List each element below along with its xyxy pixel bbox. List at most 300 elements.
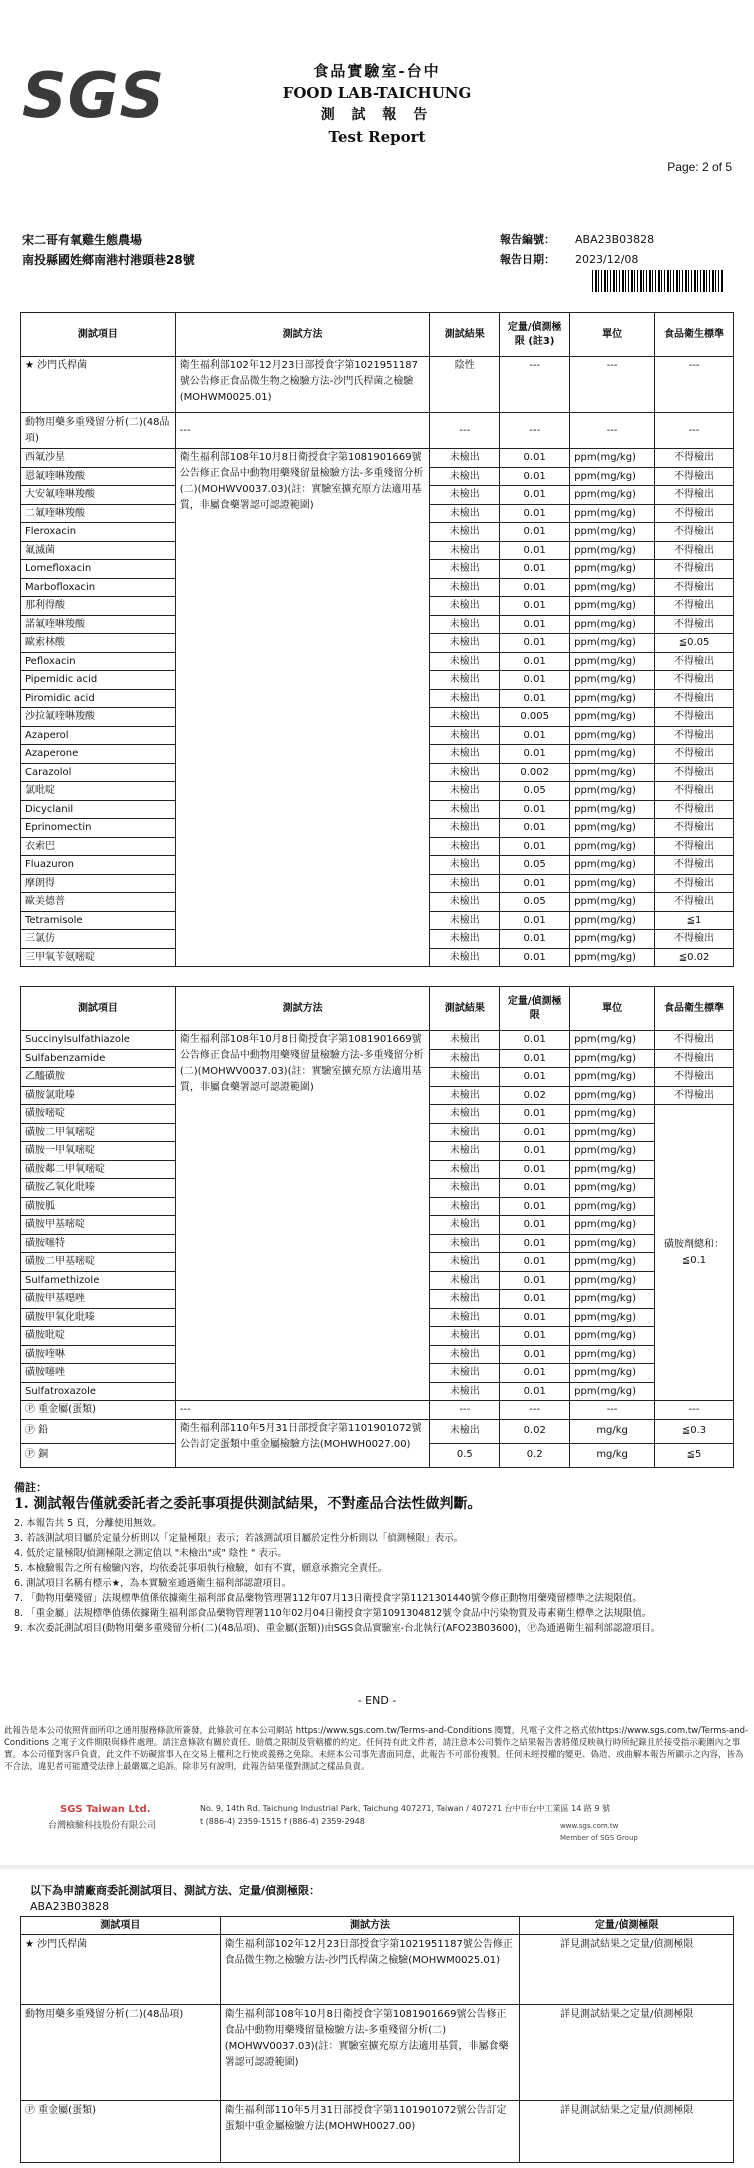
cell-unit: ppm(mg/kg) (570, 1234, 655, 1253)
cell-limit: 0.01 (500, 634, 570, 653)
cell-std: 不得檢出 (655, 708, 734, 727)
th-result: 測試結果 (430, 987, 500, 1031)
cell-result: 未檢出 (430, 560, 500, 579)
cell-result: 未檢出 (430, 1364, 500, 1383)
cell-limit: 0.01 (500, 1179, 570, 1198)
page-number: Page: 2 of 5 (667, 160, 732, 174)
footer-address-block (200, 1802, 610, 1828)
note-1: 1. 測試報告僅就委託者之委託事項提供測試結果，不對產品合法性做判斷。 (14, 1496, 482, 1512)
cell-limit: 0.01 (500, 930, 570, 949)
cell-limit: 0.01 (500, 911, 570, 930)
cell-std: 不得檢出 (655, 578, 734, 597)
cell-result: 未檢出 (430, 911, 500, 930)
cell-limit: 0.002 (500, 763, 570, 782)
cell-result: 未檢出 (430, 689, 500, 708)
cell-item: Ⓟ 鉛 (21, 1419, 176, 1443)
th-item: 測試項目 (21, 987, 176, 1031)
cell-limit: 0.01 (500, 467, 570, 486)
cell-item: 恩氟喹啉羧酸 (21, 467, 176, 486)
cell-unit: ppm(mg/kg) (570, 652, 655, 671)
cell-unit: ppm(mg/kg) (570, 449, 655, 468)
cell-result: --- (430, 1401, 500, 1420)
footer-phone: t (886-4) 2359-1515 f (886-4) 2359-2948 (200, 1817, 365, 1826)
cell-result: 未檢出 (430, 800, 500, 819)
cell-item: 磺胺喹啉 (21, 1345, 176, 1364)
report-date: 2023/12/08 (575, 253, 639, 266)
cell-limit: 0.02 (500, 1086, 570, 1105)
cell-std: 不得檢出 (655, 874, 734, 893)
report-date-label: 報告日期： (500, 253, 555, 266)
cell-result: 未檢出 (430, 1216, 500, 1235)
cell-unit: ppm(mg/kg) (570, 1364, 655, 1383)
cell-limit: 0.01 (500, 800, 570, 819)
cell-std: 不得檢出 (655, 504, 734, 523)
cell-item: Fleroxacin (21, 523, 176, 542)
cell-limit: 0.01 (500, 1253, 570, 1272)
cell-item: 磺胺甲氧化吡嗪 (21, 1308, 176, 1327)
note-item: 6. 測試項目名稱有標示★，為本實驗室通過衛生福利部認證項目。 (14, 1578, 292, 1589)
cell-limit: 0.01 (500, 1197, 570, 1216)
cell-limit: 0.01 (500, 486, 570, 505)
results-table-2 (20, 986, 734, 1468)
cell-unit: ppm(mg/kg) (570, 578, 655, 597)
cell-unit: mg/kg (570, 1419, 655, 1443)
cell-item: ★ 沙門氏桿菌 (21, 357, 176, 413)
cell-result: 未檢出 (430, 708, 500, 727)
cell-unit: ppm(mg/kg) (570, 486, 655, 505)
cell-unit: ppm(mg/kg) (570, 634, 655, 653)
cell-result: 未檢出 (430, 1197, 500, 1216)
cell-result: 未檢出 (430, 1327, 500, 1346)
table-header-row (21, 987, 734, 1031)
cell-item: Azaperone (21, 745, 176, 764)
cell-item: 磺胺乙氧化吡嗪 (21, 1179, 176, 1198)
cell-limit: 0.01 (500, 504, 570, 523)
apx-cell-item: 動物用藥多重殘留分析(二)(48品項) (21, 2005, 221, 2101)
footer-member: Member of SGS Group (560, 1834, 638, 1842)
cell-unit: ppm(mg/kg) (570, 1327, 655, 1346)
note-item: 8. 「重金屬」法規標準值係依據衛生福利部食品藥物管理署110年02月04日衛授食字第1091304812號令食品中污染物質及毒素衛生標準之法規限值。 (14, 1608, 652, 1619)
cell-item: Piromidic acid (21, 689, 176, 708)
cell-result: 未檢出 (430, 726, 500, 745)
cell-item: Eprinomectin (21, 819, 176, 838)
cell-result: 0.5 (430, 1443, 500, 1467)
cell-method: 衛生福利部108年10月8日衛授食字第1081901669號公告修正食品中動物用藥殘留量檢驗方法-多重殘留分析(二)(MOHWV0037.03)(註：實驗室擴充原方法適用基質，非屬食藥署認可認證範圍) (175, 1031, 430, 1401)
cell-unit: ppm(mg/kg) (570, 1271, 655, 1290)
note-item: 7. 「動物用藥殘留」法規標準值係依據衛生福利部食品藥物管理署112年07月13日衛授食字第1121301440號令修正動物用藥殘留標準之法規限值。 (14, 1593, 642, 1604)
notes (14, 1480, 740, 1636)
th-method: 測試方法 (175, 313, 430, 357)
cell-result: 未檢出 (430, 1142, 500, 1161)
cell-result: 未檢出 (430, 1068, 500, 1087)
cell-result: 未檢出 (430, 1086, 500, 1105)
cell-unit: ppm(mg/kg) (570, 1123, 655, 1142)
cell-std: 不得檢出 (655, 726, 734, 745)
cell-limit: 0.2 (500, 1443, 570, 1467)
cell-result: 未檢出 (430, 597, 500, 616)
th-method: 測試方法 (175, 987, 430, 1031)
cell-std: 不得檢出 (655, 745, 734, 764)
cell-item: 磺胺胍 (21, 1197, 176, 1216)
footer-address: No. 9, 14th Rd. Taichung Industrial Park, Taichung 407271, Taiwan / 407271 台中市台中工業區 14 路 9 號 (200, 1804, 611, 1813)
cell-method: 衛生福利部108年10月8日衛授食字第1081901669號公告修正食品中動物用藥殘留量檢驗方法-多重殘留分析(二)(MOHWV0037.03)(註：實驗室擴充原方法適用基質，非屬食藥署認可認證範圍) (175, 449, 430, 967)
cell-unit: ppm(mg/kg) (570, 893, 655, 912)
cell-item: Lomefloxacin (21, 560, 176, 579)
lab-title (0, 60, 754, 148)
footer-web: www.sgs.com.tw (560, 1822, 619, 1830)
cell-result: 未檢出 (430, 948, 500, 967)
report-cn: 測 試 報 告 (320, 107, 434, 123)
cell-item: 二氟喹啉羧酸 (21, 504, 176, 523)
cell-item: 磺胺鄰二甲氧嘧啶 (21, 1160, 176, 1179)
cell-unit: ppm(mg/kg) (570, 1068, 655, 1087)
cell-limit: 0.01 (500, 1160, 570, 1179)
cell-limit: 0.02 (500, 1419, 570, 1443)
table-row (21, 2101, 734, 2163)
cell-unit: ppm(mg/kg) (570, 837, 655, 856)
cell-limit: 0.01 (500, 1123, 570, 1142)
cell-item: Pefloxacin (21, 652, 176, 671)
cell-unit: ppm(mg/kg) (570, 597, 655, 616)
apx-th-item: 測試項目 (21, 1917, 221, 1935)
cell-result: 未檢出 (430, 1049, 500, 1068)
table-header-row (21, 1917, 734, 1935)
cell-unit: ppm(mg/kg) (570, 800, 655, 819)
cell-item: 磺胺噻唑 (21, 1364, 176, 1383)
cell-limit: 0.01 (500, 1234, 570, 1253)
cell-item: Ⓟ 重金屬(蛋類) (21, 1401, 176, 1420)
cell-limit: 0.05 (500, 893, 570, 912)
appendix-heading: 以下為申請廠商委託測試項目、測試方法、定量/偵測極限： (30, 1884, 321, 1897)
cell-limit: 0.05 (500, 782, 570, 801)
cell-limit: 0.05 (500, 856, 570, 875)
cell-limit: 0.01 (500, 1049, 570, 1068)
cell-limit: 0.01 (500, 745, 570, 764)
cell-unit: ppm(mg/kg) (570, 1197, 655, 1216)
cell-std: 不得檢出 (655, 763, 734, 782)
cell-limit: 0.01 (500, 615, 570, 634)
cell-limit: 0.01 (500, 560, 570, 579)
report-no-label: 報告編號： (500, 233, 555, 246)
cell-item: 磺胺二甲基嘧啶 (21, 1253, 176, 1272)
cell-item: 氯吡啶 (21, 782, 176, 801)
cell-result: 未檢出 (430, 1160, 500, 1179)
footer-company-cn: 台灣檢驗科技股份有限公司 (48, 1821, 157, 1831)
cell-std: --- (655, 357, 734, 413)
table-row (21, 413, 734, 449)
cell-limit: --- (500, 1401, 570, 1420)
cell-unit: ppm(mg/kg) (570, 856, 655, 875)
report-info (500, 230, 654, 270)
cell-result: 未檢出 (430, 1345, 500, 1364)
cell-result: 未檢出 (430, 1123, 500, 1142)
cell-limit: 0.01 (500, 837, 570, 856)
cell-method: 衛生福利部110年5月31日部授食字第1101901072號公告訂定蛋類中重金屬檢驗方法(MOHWH0027.00) (175, 1419, 430, 1467)
cell-result: 未檢出 (430, 1290, 500, 1309)
cell-item: Sulfabenzamide (21, 1049, 176, 1068)
cell-result: 未檢出 (430, 1382, 500, 1401)
cell-result: 未檢出 (430, 1419, 500, 1443)
cell-unit: ppm(mg/kg) (570, 1105, 655, 1124)
cell-unit: ppm(mg/kg) (570, 523, 655, 542)
cell-std: ≦5 (655, 1443, 734, 1467)
cell-item: 那利得酸 (21, 597, 176, 616)
cell-std: ≦0.05 (655, 634, 734, 653)
table-row (21, 1935, 734, 2005)
cell-item: 磺胺二甲氧嘧啶 (21, 1123, 176, 1142)
cell-limit: 0.01 (500, 597, 570, 616)
cell-result: 未檢出 (430, 1105, 500, 1124)
cell-limit: 0.01 (500, 541, 570, 560)
cell-result: 未檢出 (430, 856, 500, 875)
cell-item: 衣索巴 (21, 837, 176, 856)
cell-result: 未檢出 (430, 523, 500, 542)
cell-std: 不得檢出 (655, 1086, 734, 1105)
cell-limit: 0.01 (500, 1068, 570, 1087)
cell-limit: 0.01 (500, 1364, 570, 1383)
cell-std: 不得檢出 (655, 541, 734, 560)
cell-result: 未檢出 (430, 893, 500, 912)
cell-unit: ppm(mg/kg) (570, 615, 655, 634)
cell-unit: ppm(mg/kg) (570, 541, 655, 560)
cell-std: 不得檢出 (655, 597, 734, 616)
cell-unit: ppm(mg/kg) (570, 671, 655, 690)
disclaimer: 此報告是本公司依照背面所印之通用服務條款所簽發，此條款可在本公司網站 https://www.sgs.com.tw/Terms-and-Conditions 閱覽，凡電子文件之格式依https://www.sgs.com.tw/Terms-and-Conditions 之電子文件期限與條件處理。請注意條款有關於責任、賠償之限制及管轄權的約定。任何持有此文件者，請注意本公司製作之結果報告書將僅反映執行時所紀錄且於接受指示範圍內之事實。本公司僅對客戶負責，此文件不妨礙當事人在交易上權利之行使或義務之免除。未經本公司事先書面同意，此報告不可部份複製。任何未經授權的變更、偽造、或曲解本報告所顯示之內容，皆為不合法，違犯者可能遭受法律上最嚴厲之追訴。除非另有說明，此報告結果僅對測試之樣品負責。 (4, 1726, 749, 1772)
cell-unit: ppm(mg/kg) (570, 819, 655, 838)
cell-std: 不得檢出 (655, 837, 734, 856)
cell-limit: 0.01 (500, 1327, 570, 1346)
cell-std: ≦0.3 (655, 1419, 734, 1443)
cell-item: Fluazuron (21, 856, 176, 875)
cell-method: --- (175, 1401, 430, 1420)
cell-std: 不得檢出 (655, 800, 734, 819)
cell-unit: ppm(mg/kg) (570, 1160, 655, 1179)
cell-std: --- (655, 1401, 734, 1420)
cell-std: 不得檢出 (655, 467, 734, 486)
cell-result: 未檢出 (430, 1031, 500, 1050)
cell-result: 未檢出 (430, 578, 500, 597)
cell-limit: 0.01 (500, 1142, 570, 1161)
cell-std: 不得檢出 (655, 652, 734, 671)
cell-unit: ppm(mg/kg) (570, 1216, 655, 1235)
cell-item: 三氯仿 (21, 930, 176, 949)
cell-item: 摩朗得 (21, 874, 176, 893)
cell-item: Marbofloxacin (21, 578, 176, 597)
cell-result: 未檢出 (430, 1234, 500, 1253)
cell-item: 沙拉氟喹啉羧酸 (21, 708, 176, 727)
cell-result: 未檢出 (430, 1179, 500, 1198)
cell-limit: 0.01 (500, 671, 570, 690)
cell-item: Dicyclanil (21, 800, 176, 819)
cell-std: 不得檢出 (655, 782, 734, 801)
cell-unit: ppm(mg/kg) (570, 1345, 655, 1364)
cell-result: 未檢出 (430, 930, 500, 949)
note-item: 5. 本檢驗報告之所有檢驗內容，均依委託事項執行檢驗，如有不實，願意承擔完全責任。 (14, 1563, 388, 1574)
cell-limit: 0.01 (500, 689, 570, 708)
cell-item: Carazolol (21, 763, 176, 782)
cell-std: --- (655, 413, 734, 449)
cell-limit: 0.01 (500, 1271, 570, 1290)
cell-std: 不得檢出 (655, 449, 734, 468)
table-row (21, 2005, 734, 2101)
cell-item: 磺胺一甲氧嘧啶 (21, 1142, 176, 1161)
cell-item: Azaperol (21, 726, 176, 745)
title-cn: 食品實驗室-台中 (313, 62, 441, 80)
cell-result: 未檢出 (430, 486, 500, 505)
cell-std: 不得檢出 (655, 560, 734, 579)
cell-limit: 0.01 (500, 1031, 570, 1050)
cell-result: 未檢出 (430, 467, 500, 486)
cell-std: 不得檢出 (655, 856, 734, 875)
barcode (592, 270, 724, 292)
cell-std: ≦1 (655, 911, 734, 930)
cell-unit: ppm(mg/kg) (570, 467, 655, 486)
cell-item: 諾氟喹啉羧酸 (21, 615, 176, 634)
cell-result: 未檢出 (430, 634, 500, 653)
cell-limit: 0.005 (500, 708, 570, 727)
cell-std: 不得檢出 (655, 1068, 734, 1087)
cell-std: ≦0.02 (655, 948, 734, 967)
cell-result: 未檢出 (430, 541, 500, 560)
table-header-row (21, 313, 734, 357)
footer (0, 1800, 754, 1845)
table-row (21, 1401, 734, 1420)
apx-cell-method: 衛生福利部102年12月23日部授食字第1021951187號公告修正食品微生物之檢驗方法-沙門氏桿菌之檢驗(MOHWM0025.01) (220, 1935, 520, 2005)
client-address: 南投縣國姓鄉南港村港頭巷28號 (22, 253, 195, 267)
th-item: 測試項目 (21, 313, 176, 357)
cell-unit: ppm(mg/kg) (570, 708, 655, 727)
cell-unit: ppm(mg/kg) (570, 1290, 655, 1309)
apx-cell-limit: 詳見測試結果之定量/偵測極限 (520, 2005, 734, 2101)
cell-result: 未檢出 (430, 449, 500, 468)
cell-item: 磺胺甲基嘧啶 (21, 1216, 176, 1235)
client-name: 宋二哥有氧雞生態農場 (22, 233, 143, 247)
apx-th-limit: 定量/偵測極限 (520, 1917, 734, 1935)
cell-std: 不得檢出 (655, 523, 734, 542)
cell-unit: ppm(mg/kg) (570, 948, 655, 967)
appendix-ref: ABA23B03828 (30, 1900, 110, 1913)
apx-cell-item: Ⓟ 重金屬(蛋類) (21, 2101, 221, 2163)
apx-cell-method: 衛生福利部110年5月31日部授食字第1101901072號公告訂定蛋類中重金屬檢驗方法(MOHWH0027.00) (220, 2101, 520, 2163)
apx-cell-limit: 詳見測試結果之定量/偵測極限 (520, 2101, 734, 2163)
cell-item: 動物用藥多重殘留分析(二)(48品項) (21, 413, 176, 449)
cell-unit: ppm(mg/kg) (570, 1049, 655, 1068)
cell-result: 未檢出 (430, 782, 500, 801)
cell-result: 陰性 (430, 357, 500, 413)
cell-unit: ppm(mg/kg) (570, 911, 655, 930)
cell-std: 不得檢出 (655, 689, 734, 708)
th-unit: 單位 (570, 987, 655, 1031)
cell-std: 不得檢出 (655, 819, 734, 838)
cell-unit: mg/kg (570, 1443, 655, 1467)
cell-unit: ppm(mg/kg) (570, 874, 655, 893)
cell-limit: 0.01 (500, 1290, 570, 1309)
cell-std: 不得檢出 (655, 1049, 734, 1068)
cell-unit: ppm(mg/kg) (570, 1086, 655, 1105)
cell-limit: 0.01 (500, 1216, 570, 1235)
cell-unit: ppm(mg/kg) (570, 782, 655, 801)
cell-item: 乙醯磺胺 (21, 1068, 176, 1087)
notes-head: 備註： (14, 1481, 47, 1494)
cell-item: 氟滅菌 (21, 541, 176, 560)
apx-cell-item: ★ 沙門氏桿菌 (21, 1935, 221, 2005)
cell-unit: --- (570, 413, 655, 449)
note-item: 2. 本報告共 5 頁，分離使用無效。 (14, 1518, 162, 1529)
cell-result: 未檢出 (430, 504, 500, 523)
cell-limit: 0.01 (500, 578, 570, 597)
cell-unit: ppm(mg/kg) (570, 930, 655, 949)
cell-unit: ppm(mg/kg) (570, 1308, 655, 1327)
cell-result: 未檢出 (430, 874, 500, 893)
cell-unit: ppm(mg/kg) (570, 689, 655, 708)
th-std: 食品衛生標準 (655, 313, 734, 357)
page-separator (0, 1865, 754, 1869)
client-info (22, 230, 195, 270)
table-row (21, 1419, 734, 1443)
cell-result: 未檢出 (430, 837, 500, 856)
cell-method: --- (175, 413, 430, 449)
cell-limit: 0.01 (500, 819, 570, 838)
logo-text: SGS (22, 59, 166, 132)
cell-item: Sulfatroxazole (21, 1382, 176, 1401)
th-std: 食品衛生標準 (655, 987, 734, 1031)
cell-unit: ppm(mg/kg) (570, 726, 655, 745)
th-result: 測試結果 (430, 313, 500, 357)
cell-item: 磺胺甲基噁唑 (21, 1290, 176, 1309)
cell-limit: 0.01 (500, 449, 570, 468)
cell-unit: ppm(mg/kg) (570, 1142, 655, 1161)
cell-method: 衛生福利部102年12月23日部授食字第1021951187號公告修正食品微生物之檢驗方法-沙門氏桿菌之檢驗(MOHWM0025.01) (175, 357, 430, 413)
cell-limit: 0.01 (500, 652, 570, 671)
cell-unit: ppm(mg/kg) (570, 763, 655, 782)
cell-limit: 0.01 (500, 726, 570, 745)
cell-unit: ppm(mg/kg) (570, 1031, 655, 1050)
cell-unit: ppm(mg/kg) (570, 745, 655, 764)
cell-std: 不得檢出 (655, 893, 734, 912)
table-row (21, 357, 734, 413)
end-mark: - END - (357, 1694, 397, 1707)
cell-result: 未檢出 (430, 819, 500, 838)
apx-cell-method: 衛生福利部108年10月8日衛授食字第1081901669號公告修正食品中動物用藥殘留量檢驗方法-多重殘留分析(二)(MOHWV0037.03)(註：實驗室擴充原方法適用基質，非屬食藥署認可認證範圍) (220, 2005, 520, 2101)
cell-std: 不得檢出 (655, 486, 734, 505)
cell-item: 大安氟喹啉羧酸 (21, 486, 176, 505)
cell-unit: ppm(mg/kg) (570, 1382, 655, 1401)
cell-item: 西氟沙星 (21, 449, 176, 468)
cell-item: Ⓟ 銅 (21, 1443, 176, 1467)
cell-item: Sulfamethizole (21, 1271, 176, 1290)
cell-limit: 0.01 (500, 1382, 570, 1401)
cell-std-group: 磺胺劑總和：≦0.1 (655, 1105, 734, 1401)
footer-company: SGS Taiwan Ltd. (60, 1804, 151, 1815)
cell-item: 三甲氧苄氨嘧啶 (21, 948, 176, 967)
cell-item: Tetramisole (21, 911, 176, 930)
cell-std: 不得檢出 (655, 671, 734, 690)
cell-std: 不得檢出 (655, 1031, 734, 1050)
cell-limit: 0.01 (500, 874, 570, 893)
cell-unit: ppm(mg/kg) (570, 560, 655, 579)
cell-item: 歐美德普 (21, 893, 176, 912)
cell-limit: 0.01 (500, 1308, 570, 1327)
cell-limit: 0.01 (500, 523, 570, 542)
report-en: Test Report (328, 128, 426, 146)
cell-result: 未檢出 (430, 745, 500, 764)
cell-result: --- (430, 413, 500, 449)
cell-limit: 0.01 (500, 1345, 570, 1364)
cell-item: 磺胺吡啶 (21, 1327, 176, 1346)
cell-limit: --- (500, 357, 570, 413)
cell-result: 未檢出 (430, 1253, 500, 1272)
cell-result: 未檢出 (430, 615, 500, 634)
